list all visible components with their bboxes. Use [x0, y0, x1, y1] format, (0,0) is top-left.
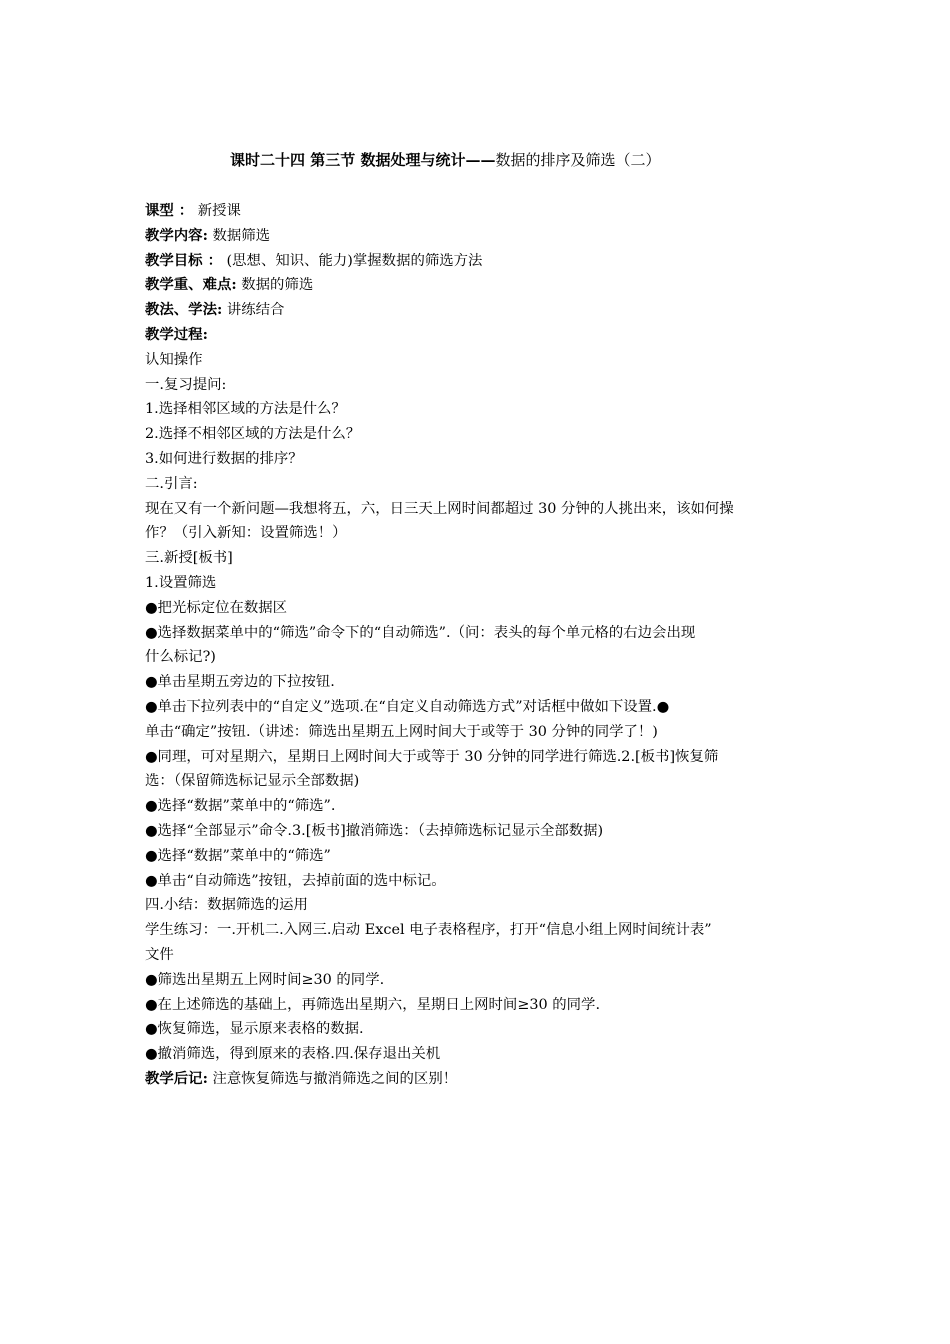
bullet-item: ●恢复筛选，显示原来表格的数据.	[145, 1021, 364, 1038]
body-line: 单击“确定”按钮.（讲述：筛选出星期五上网时间大于或等于 30 分钟的同学了！)	[145, 723, 658, 740]
section-heading: 三.新授[板书]	[145, 550, 233, 567]
body-line: 2.选择不相邻区域的方法是什么？	[145, 426, 361, 443]
meta-label: 教学重、难点:	[145, 276, 237, 294]
body-line: 1.设置筛选	[145, 574, 217, 591]
meta-value: 新授课	[197, 203, 241, 219]
afterword-value: 注意恢复筛选与撤消筛选之间的区别！	[212, 1070, 458, 1087]
bullet-item: ●筛选出星期五上网时间≥30 的同学.	[145, 971, 385, 988]
afterword-label: 教学后记:	[145, 1069, 208, 1087]
body-line: 作？（引入新知：设置筛选！）	[145, 525, 347, 542]
meta-key-points	[145, 273, 810, 298]
bullet-item: ●同理，可对星期六，星期日上网时间大于或等于 30 分钟的同学进行筛选.2.[板书]恢复筛	[145, 748, 719, 765]
bullet-item: ●单击下拉列表中的“自定义”选项.在“自定义自动筛选方式”对话框中做如下设置.●	[145, 698, 670, 715]
bullet-item: ●选择“数据”菜单中的“筛选”	[145, 847, 331, 864]
body-line: 1.选择相邻区域的方法是什么？	[145, 401, 346, 418]
document-title	[230, 148, 810, 172]
bullet-item: ●选择数据菜单中的“筛选”命令下的“自动筛选”.（问：表头的每个单元格的右边会出现	[145, 624, 696, 641]
bullet-item: ●选择“全部显示”命令.3.[板书]撤消筛选：（去掉筛选标记显示全部数据)	[145, 822, 604, 839]
section-heading: 四.小结：数据筛选的运用	[145, 897, 308, 914]
section-heading: 二.引言:	[145, 475, 198, 492]
meta-value: 讲练结合	[226, 302, 285, 319]
meta-label: 教学内容:	[145, 226, 208, 244]
title-normal-part: 数据的排序及筛选（二）	[495, 151, 661, 169]
meta-teaching-process	[145, 323, 810, 348]
body-line: 什么标记?)	[145, 649, 216, 666]
body-line: 认知操作	[145, 351, 203, 368]
teaching-afterword	[145, 1067, 810, 1092]
meta-label: 教学目标 ：	[145, 251, 222, 269]
bullet-item: ●在上述筛选的基础上，再筛选出星期六，星期日上网时间≥30 的同学.	[145, 996, 601, 1013]
meta-label: 教法、学法:	[145, 301, 223, 319]
meta-lesson-type	[145, 199, 810, 224]
bullet-item: ●把光标定位在数据区	[145, 599, 288, 616]
meta-teaching-goal	[145, 249, 810, 274]
meta-teaching-method	[145, 298, 810, 323]
meta-label: 教学过程:	[145, 325, 208, 343]
meta-value: 数据筛选	[212, 227, 271, 244]
title-bold-part: 课时二十四 第三节 数据处理与统计——	[230, 151, 496, 169]
meta-value: 数据的筛选	[241, 277, 314, 294]
meta-value: (思想、知识、能力)掌握数据的筛选方法	[226, 252, 483, 269]
meta-teaching-content	[145, 224, 810, 249]
title-spacer	[145, 172, 810, 199]
meta-label: 课型 ：	[145, 202, 194, 219]
bullet-item: ●单击星期五旁边的下拉按钮.	[145, 674, 335, 691]
body-line: 学生练习：一.开机二.入网三.启动 Excel 电子表格程序，打开“信息小组上网时间统计表”	[145, 922, 712, 939]
body-line: 选：（保留筛选标记显示全部数据)	[145, 773, 360, 790]
bullet-item: ●单击“自动筛选”按钮，去掉前面的选中标记。	[145, 872, 446, 889]
body-line: 文件	[145, 946, 174, 963]
body-line: 3.如何进行数据的排序？	[145, 450, 303, 467]
body-line: 现在又有一个新问题—我想将五，六，日三天上网时间都超过 30 分钟的人挑出来，该如何操	[145, 500, 734, 517]
bullet-item: ●选择“数据”菜单中的“筛选”.	[145, 798, 336, 815]
bullet-item: ●撤消筛选，得到原来的表格.四.保存退出关机	[145, 1046, 441, 1063]
document-page	[145, 148, 810, 1092]
section-heading: 一.复习提问:	[145, 376, 227, 393]
